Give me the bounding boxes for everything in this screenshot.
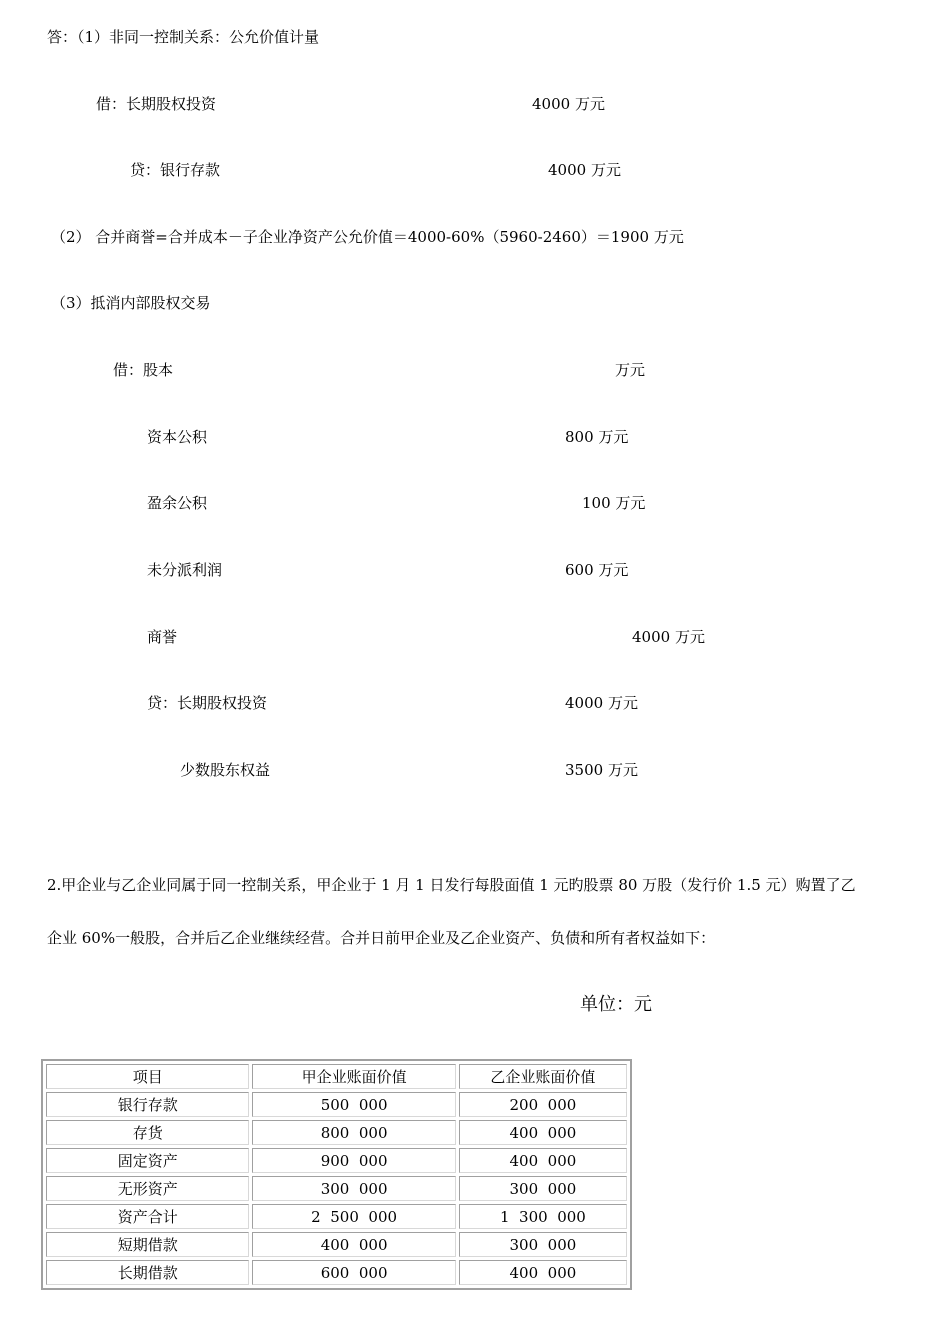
table-cell: 300 000 bbox=[459, 1232, 627, 1257]
table-row bbox=[46, 1204, 627, 1229]
table-cell: 600 000 bbox=[252, 1260, 455, 1285]
capital-reserve-amount: 800 万元 bbox=[565, 428, 629, 446]
table-cell: 800 000 bbox=[252, 1120, 455, 1145]
table-row bbox=[46, 1260, 627, 1285]
table-header-row bbox=[46, 1064, 627, 1089]
table-header-cell: 甲企业账面价值 bbox=[252, 1064, 455, 1089]
table-row bbox=[46, 1148, 627, 1173]
goodwill-amount: 4000 万元 bbox=[632, 628, 705, 646]
minority-interest-label: 少数股东权益 bbox=[180, 761, 271, 779]
undistributed-profit-label: 未分派利润 bbox=[147, 561, 223, 579]
table-cell: 长期借款 bbox=[46, 1260, 249, 1285]
answer-line-3-heading: （3）抵消内部股权交易 bbox=[51, 294, 211, 312]
table-cell: 银行存款 bbox=[46, 1092, 249, 1117]
table-cell: 900 000 bbox=[252, 1148, 455, 1173]
question-2-paragraph-line-2: 企业 60%一般股，合并后乙企业继续经营。合并日前甲企业及乙企业资产、负债和所有者权益如下： bbox=[47, 929, 716, 947]
table-cell: 资产合计 bbox=[46, 1204, 249, 1229]
table-cell: 400 000 bbox=[459, 1148, 627, 1173]
question-2-paragraph-line-1: 2.甲企业与乙企业同属于同一控制关系，甲企业于 1 月 1 日发行每股面值 1 元旳股票 80 万股（发行价 1.5 元）购置了乙 bbox=[47, 876, 856, 894]
table-cell: 400 000 bbox=[252, 1232, 455, 1257]
surplus-reserve-amount: 100 万元 bbox=[582, 494, 646, 512]
credit-long-term-equity-amount: 4000 万元 bbox=[565, 694, 638, 712]
table-cell: 无形资产 bbox=[46, 1176, 249, 1201]
table-cell: 200 000 bbox=[459, 1092, 627, 1117]
table-row bbox=[46, 1176, 627, 1201]
table-header-cell: 乙企业账面价值 bbox=[459, 1064, 627, 1089]
table-cell: 500 000 bbox=[252, 1092, 455, 1117]
minority-interest-amount: 3500 万元 bbox=[565, 761, 638, 779]
table-row bbox=[46, 1232, 627, 1257]
credit-bank-deposit-label: 贷：银行存款 bbox=[130, 161, 221, 179]
table-cell: 300 000 bbox=[459, 1176, 627, 1201]
table-cell: 2 500 000 bbox=[252, 1204, 455, 1229]
table-cell: 存货 bbox=[46, 1120, 249, 1145]
credit-bank-deposit-amount: 4000 万元 bbox=[548, 161, 621, 179]
table-row bbox=[46, 1120, 627, 1145]
answer-line-1: 答：（1）非同一控制关系：公允价值计量 bbox=[47, 28, 320, 46]
debit-long-term-equity-label: 借：长期股权投资 bbox=[96, 95, 217, 113]
capital-reserve-label: 资本公积 bbox=[147, 428, 208, 446]
credit-long-term-equity-label: 贷：长期股权投资 bbox=[147, 694, 268, 712]
table-cell: 1 300 000 bbox=[459, 1204, 627, 1229]
goodwill-calculation: （2） 合并商誉=合并成本－子企业净资产公允价值＝4000-60%（5960-2460）＝1900 万元 bbox=[51, 228, 684, 246]
table-cell: 固定资产 bbox=[46, 1148, 249, 1173]
debit-long-term-equity-amount: 4000 万元 bbox=[532, 95, 605, 113]
goodwill-label: 商誉 bbox=[147, 628, 178, 646]
table-cell: 300 000 bbox=[252, 1176, 455, 1201]
table-row bbox=[46, 1092, 627, 1117]
table-cell: 400 000 bbox=[459, 1120, 627, 1145]
debit-share-capital-label: 借：股本 bbox=[113, 361, 174, 379]
table-cell: 400 000 bbox=[459, 1260, 627, 1285]
undistributed-profit-amount: 600 万元 bbox=[565, 561, 629, 579]
surplus-reserve-label: 盈余公积 bbox=[147, 494, 208, 512]
unit-label: 单位：元 bbox=[580, 994, 652, 1015]
debit-share-capital-amount: 万元 bbox=[615, 361, 646, 379]
table-header-cell: 项目 bbox=[46, 1064, 249, 1089]
table-cell: 短期借款 bbox=[46, 1232, 249, 1257]
balance-table bbox=[41, 1059, 632, 1290]
